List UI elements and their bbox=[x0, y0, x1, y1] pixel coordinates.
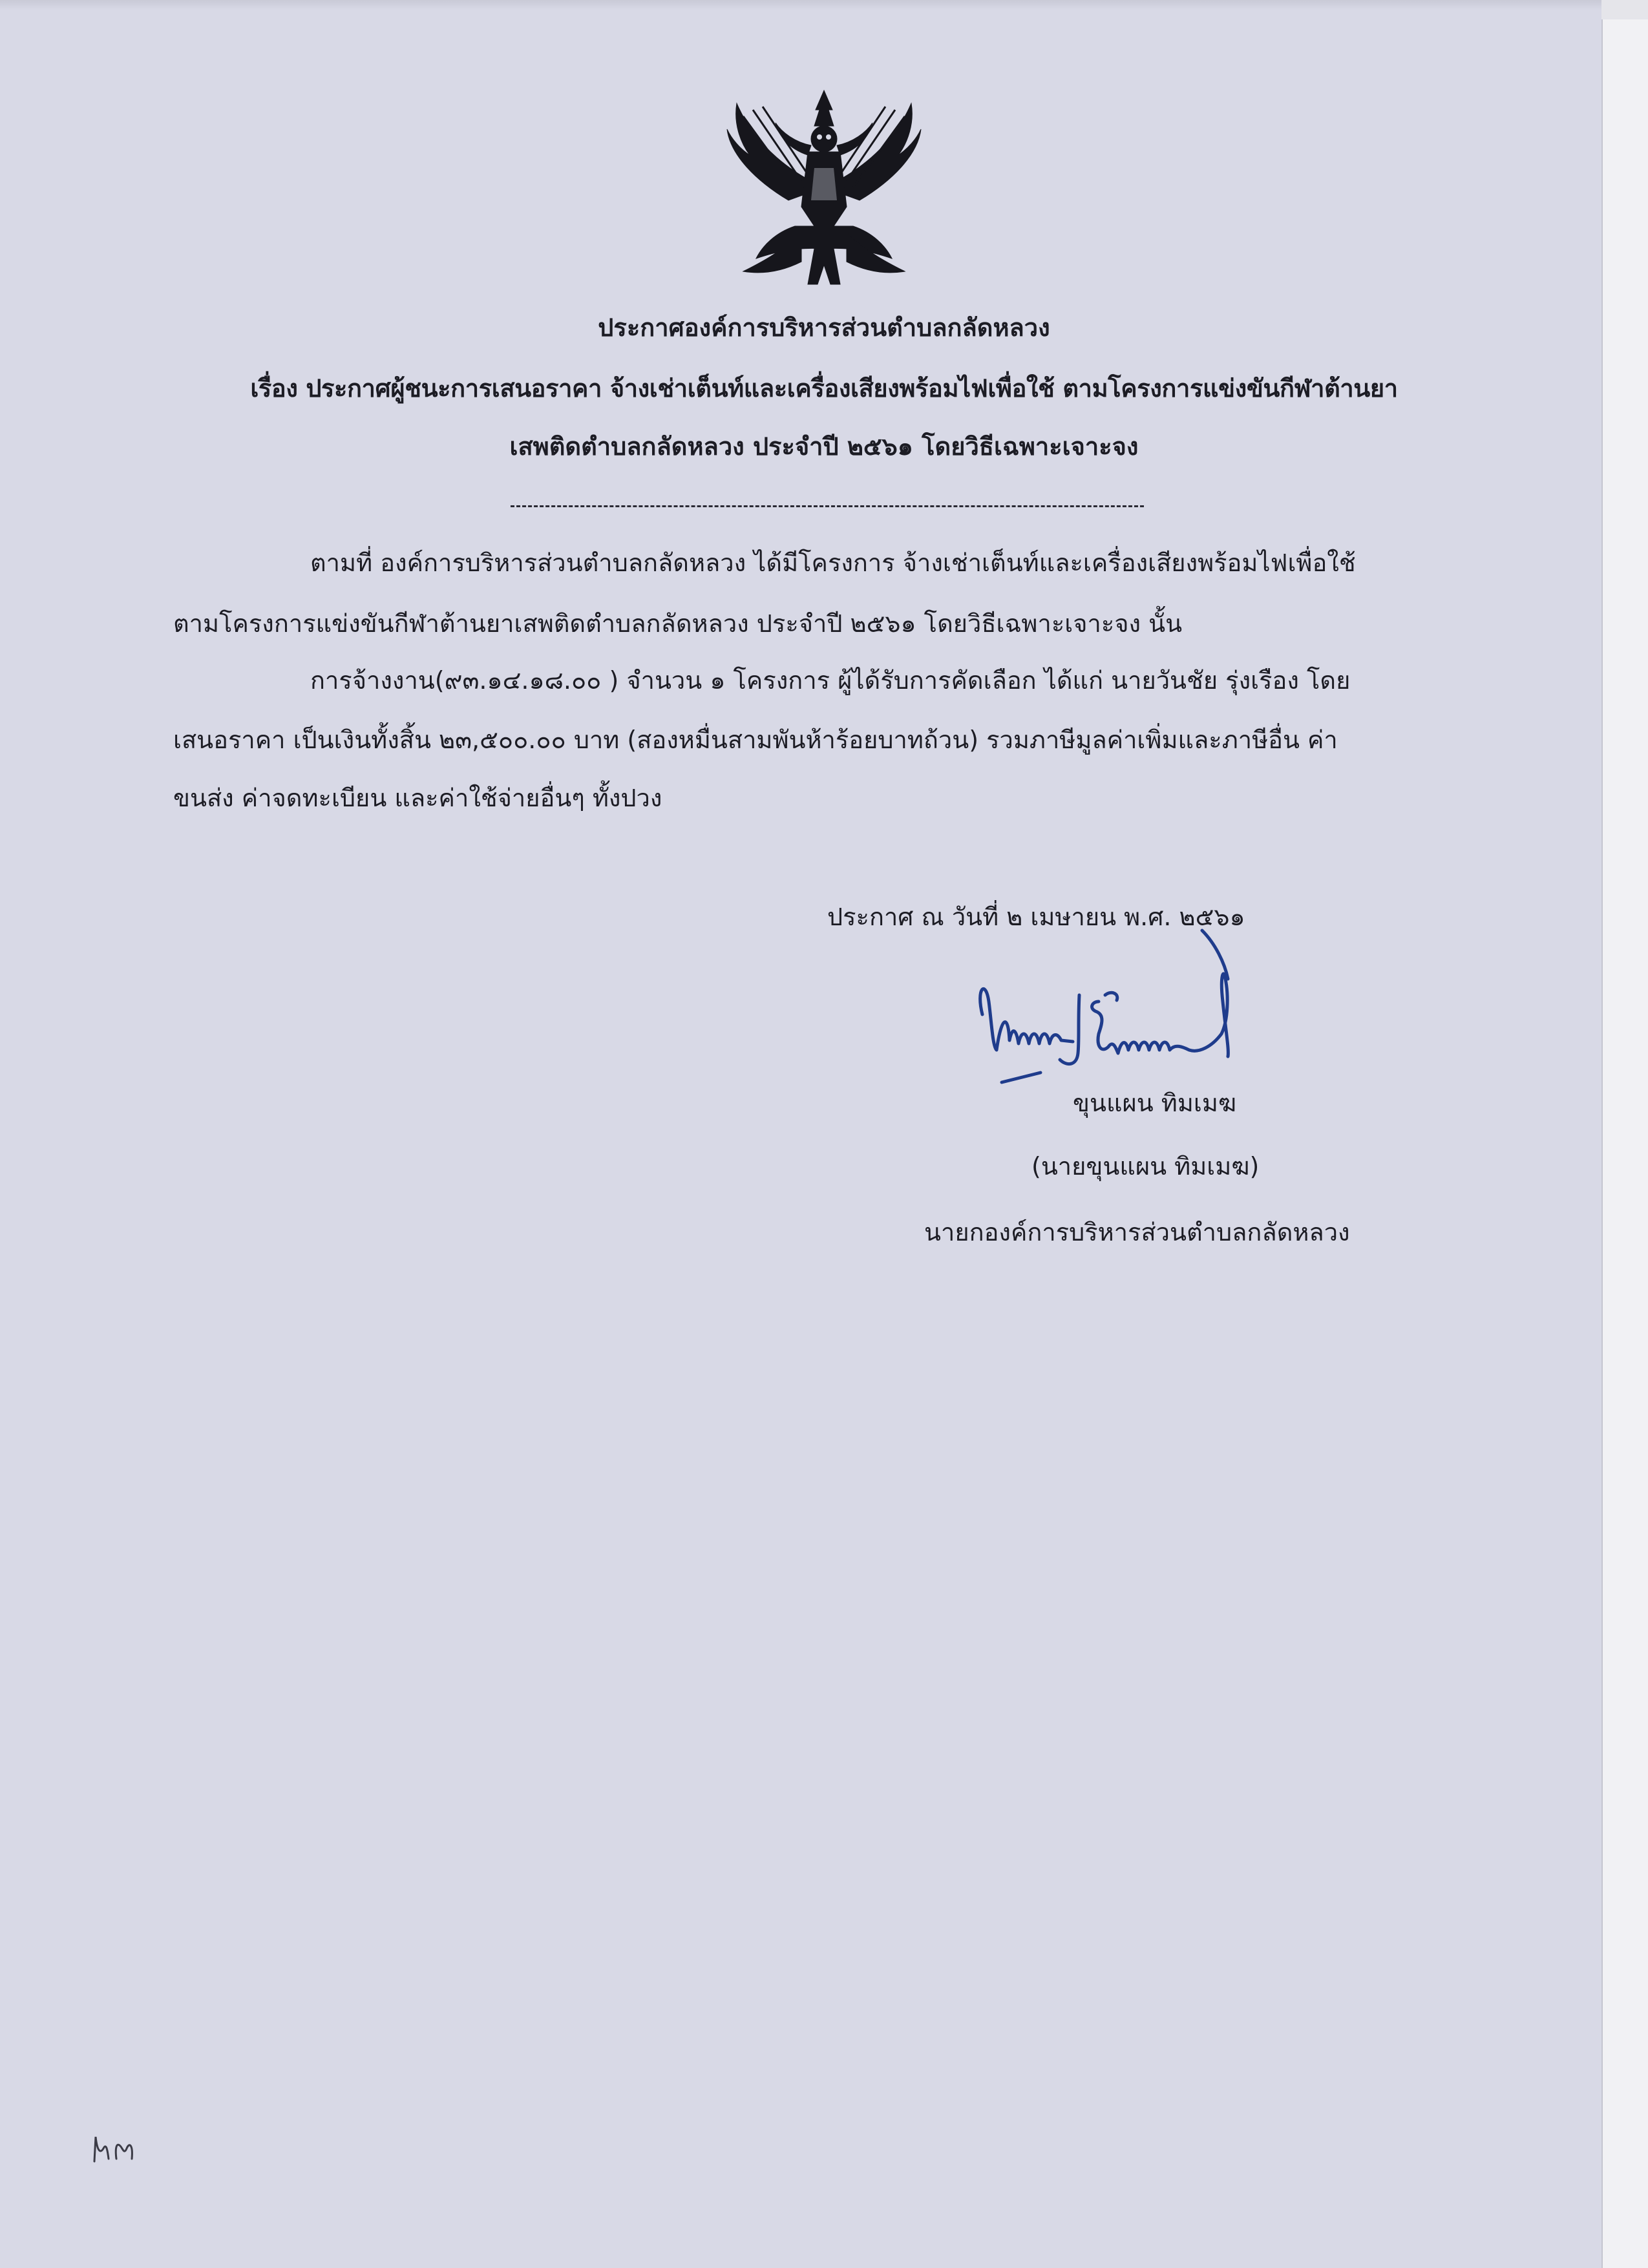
signatory-signed-name: ขุนแผน ทิมเมฆ bbox=[1073, 1089, 1237, 1117]
dashed-divider bbox=[511, 505, 1144, 507]
body-paragraph-1-line-2: ตามโครงการแข่งขันกีฬาต้านยาเสพติดตำบลกลัดหลวง ประจำปี ๒๕๖๑ โดยวิธีเฉพาะเจาะจง นั้น bbox=[173, 609, 1183, 638]
body-paragraph-2-line-3: ขนส่ง ค่าจดทะเบียน และค่าใช้จ่ายอื่นๆ ทั้งปวง bbox=[173, 784, 662, 812]
signatory-full-name: (นายขุนแผน ทิมเมฆ) bbox=[1031, 1152, 1260, 1181]
handwritten-initials bbox=[88, 2129, 159, 2168]
announcement-subject-line-2: เสพติดตำบลกลัดหลวง ประจำปี ๒๕๖๑ โดยวิธีเฉพาะเจาะจง bbox=[509, 432, 1139, 461]
announcement-subject-line-1: เรื่อง ประกาศผู้ชนะการเสนอราคา จ้างเช่าเต็นท์และเครื่องเสียงพร้อมไฟเพื่อใช้ ตามโครงการแข่งขันกีฬาต้านยา bbox=[250, 374, 1398, 403]
announcement-title: ประกาศองค์การบริหารส่วนตำบลกลัดหลวง bbox=[598, 313, 1050, 342]
page-top-edge bbox=[0, 0, 1601, 10]
signatory-position: นายกองค์การบริหารส่วนตำบลกลัดหลวง bbox=[924, 1218, 1350, 1246]
handwritten-signature bbox=[969, 918, 1357, 1118]
body-paragraph-2-line-1: การจ้างงาน(๙๓.๑๔.๑๘.๐๐ ) จำนวน ๑ โครงการ ผู้ได้รับการคัดเลือก ได้แก่ นายวันชัย รุ่งเรือง โดย bbox=[310, 666, 1351, 695]
page-right-edge bbox=[1601, 0, 1648, 2268]
body-paragraph-2-line-2: เสนอราคา เป็นเงินทั้งสิ้น ๒๓,๕๐๐.๐๐ บาท (สองหมื่นสามพันห้าร้อยบาทถ้วน) รวมภาษีมูลค่าเพิ่มและภาษีอื่น ค่า bbox=[173, 726, 1338, 754]
garuda-emblem-icon bbox=[717, 78, 931, 297]
page-corner-edge bbox=[1601, 0, 1648, 19]
announcement-date: ประกาศ ณ วันที่ ๒ เมษายน พ.ศ. ๒๕๖๑ bbox=[827, 903, 1245, 931]
body-paragraph-1-line-1: ตามที่ องค์การบริหารส่วนตำบลกลัดหลวง ได้มีโครงการ จ้างเช่าเต็นท์และเครื่องเสียงพร้อมไฟเพื่อใช้ bbox=[310, 549, 1356, 577]
